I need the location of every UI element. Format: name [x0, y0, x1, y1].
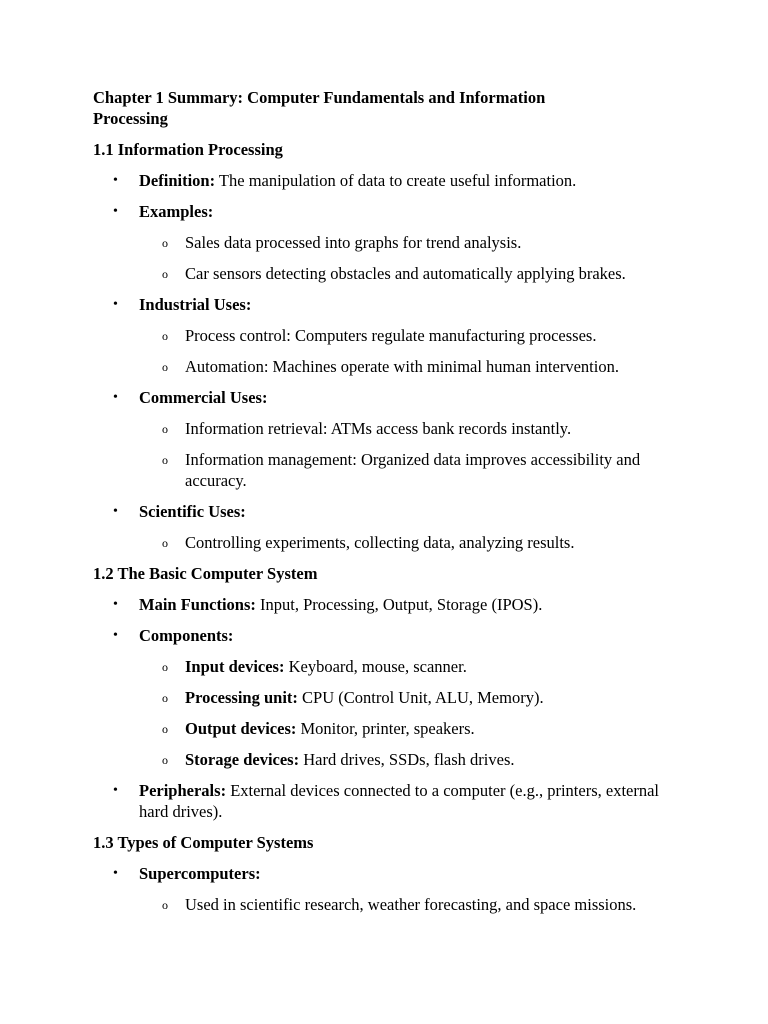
section-heading-1-3: 1.3 Types of Computer Systems — [93, 833, 314, 852]
bullet-marker: • — [113, 297, 118, 312]
sub-item-text: Monitor, printer, speakers. — [296, 719, 475, 738]
components-sublist — [139, 656, 673, 770]
sub-bullet-marker: o — [162, 753, 168, 767]
sub-item-text: Information management: Organized data improves accessibility and accuracy. — [185, 450, 641, 490]
list-item-main-functions — [93, 594, 673, 615]
definition-label: Definition: — [139, 171, 216, 190]
list-item-definition — [93, 170, 673, 191]
list-item-examples — [93, 201, 673, 284]
bullet-marker: • — [113, 628, 118, 643]
sub-list-item — [139, 687, 673, 708]
components-label: Components: — [139, 626, 234, 645]
section-1-1-list — [93, 170, 673, 553]
sub-bullet-marker: o — [162, 267, 168, 281]
sub-bullet-marker: o — [162, 329, 168, 343]
sub-item-text: Information retrieval: ATMs access bank records instantly. — [185, 419, 572, 438]
examples-sublist — [139, 232, 673, 284]
list-item-supercomputers — [93, 863, 673, 915]
sub-list-item — [139, 232, 673, 253]
sub-bullet-marker: o — [162, 236, 168, 250]
industrial-uses-sublist — [139, 325, 673, 377]
sub-list-item — [139, 418, 673, 439]
sub-list-item — [139, 532, 673, 553]
sub-item-text: Keyboard, mouse, scanner. — [284, 657, 467, 676]
sub-bullet-marker: o — [162, 536, 168, 550]
supercomputers-label: Supercomputers: — [139, 864, 261, 883]
section-1-2-list — [93, 594, 673, 822]
sub-item-text: Process control: Computers regulate manufacturing processes. — [185, 326, 597, 345]
sub-list-item — [139, 718, 673, 739]
sub-bullet-marker: o — [162, 453, 168, 467]
bullet-marker: • — [113, 597, 118, 612]
sub-item-text: Hard drives, SSDs, flash drives. — [299, 750, 515, 769]
supercomputers-sublist — [139, 894, 673, 915]
section-heading-1-1: 1.1 Information Processing — [93, 140, 283, 159]
sub-bullet-marker: o — [162, 660, 168, 674]
sub-list-item — [139, 894, 673, 915]
sub-item-label: Input devices: — [185, 657, 285, 676]
sub-item-text: Controlling experiments, collecting data, analyzing results. — [185, 533, 575, 552]
sub-list-item — [139, 656, 673, 677]
industrial-uses-label: Industrial Uses: — [139, 295, 252, 314]
commercial-uses-label: Commercial Uses: — [139, 388, 268, 407]
sub-item-text: Car sensors detecting obstacles and automatically applying brakes. — [185, 264, 626, 283]
document-page — [93, 87, 673, 925]
bullet-marker: • — [113, 390, 118, 405]
list-item-components — [93, 625, 673, 770]
sub-list-item — [139, 325, 673, 346]
sub-item-text: Used in scientific research, weather forecasting, and space missions. — [185, 895, 637, 914]
sub-bullet-marker: o — [162, 898, 168, 912]
peripherals-text: External devices connected to a computer (e.g., printers, external hard drives). — [139, 781, 660, 821]
sub-bullet-marker: o — [162, 722, 168, 736]
definition-text: The manipulation of data to create useful information. — [215, 171, 577, 190]
sub-item-text: CPU (Control Unit, ALU, Memory). — [297, 688, 544, 707]
examples-label: Examples: — [139, 202, 214, 221]
section-1-3-list — [93, 863, 673, 915]
sub-item-text: Sales data processed into graphs for trend analysis. — [185, 233, 522, 252]
commercial-uses-sublist — [139, 418, 673, 491]
bullet-marker: • — [113, 204, 118, 219]
sub-list-item — [139, 449, 673, 491]
bullet-marker: • — [113, 866, 118, 881]
sub-bullet-marker: o — [162, 691, 168, 705]
bullet-marker: • — [113, 173, 118, 188]
section-heading-1-2: 1.2 The Basic Computer System — [93, 564, 318, 583]
list-item-commercial-uses — [93, 387, 673, 491]
list-item-peripherals — [93, 780, 673, 822]
list-item-industrial-uses — [93, 294, 673, 377]
main-functions-label: Main Functions: — [139, 595, 256, 614]
scientific-uses-label: Scientific Uses: — [139, 502, 246, 521]
sub-bullet-marker: o — [162, 422, 168, 436]
sub-list-item — [139, 749, 673, 770]
list-item-scientific-uses — [93, 501, 673, 553]
sub-item-label: Output devices: — [185, 719, 297, 738]
sub-item-text: Automation: Machines operate with minimal human intervention. — [185, 357, 619, 376]
main-functions-text: Input, Processing, Output, Storage (IPOS). — [255, 595, 543, 614]
scientific-uses-sublist — [139, 532, 673, 553]
page-title: Chapter 1 Summary: Computer Fundamentals and Information Processing — [93, 88, 546, 128]
sub-list-item — [139, 263, 673, 284]
sub-item-label: Processing unit: — [185, 688, 298, 707]
peripherals-label: Peripherals: — [139, 781, 227, 800]
sub-bullet-marker: o — [162, 360, 168, 374]
sub-list-item — [139, 356, 673, 377]
sub-item-label: Storage devices: — [185, 750, 300, 769]
bullet-marker: • — [113, 783, 118, 798]
bullet-marker: • — [113, 504, 118, 519]
